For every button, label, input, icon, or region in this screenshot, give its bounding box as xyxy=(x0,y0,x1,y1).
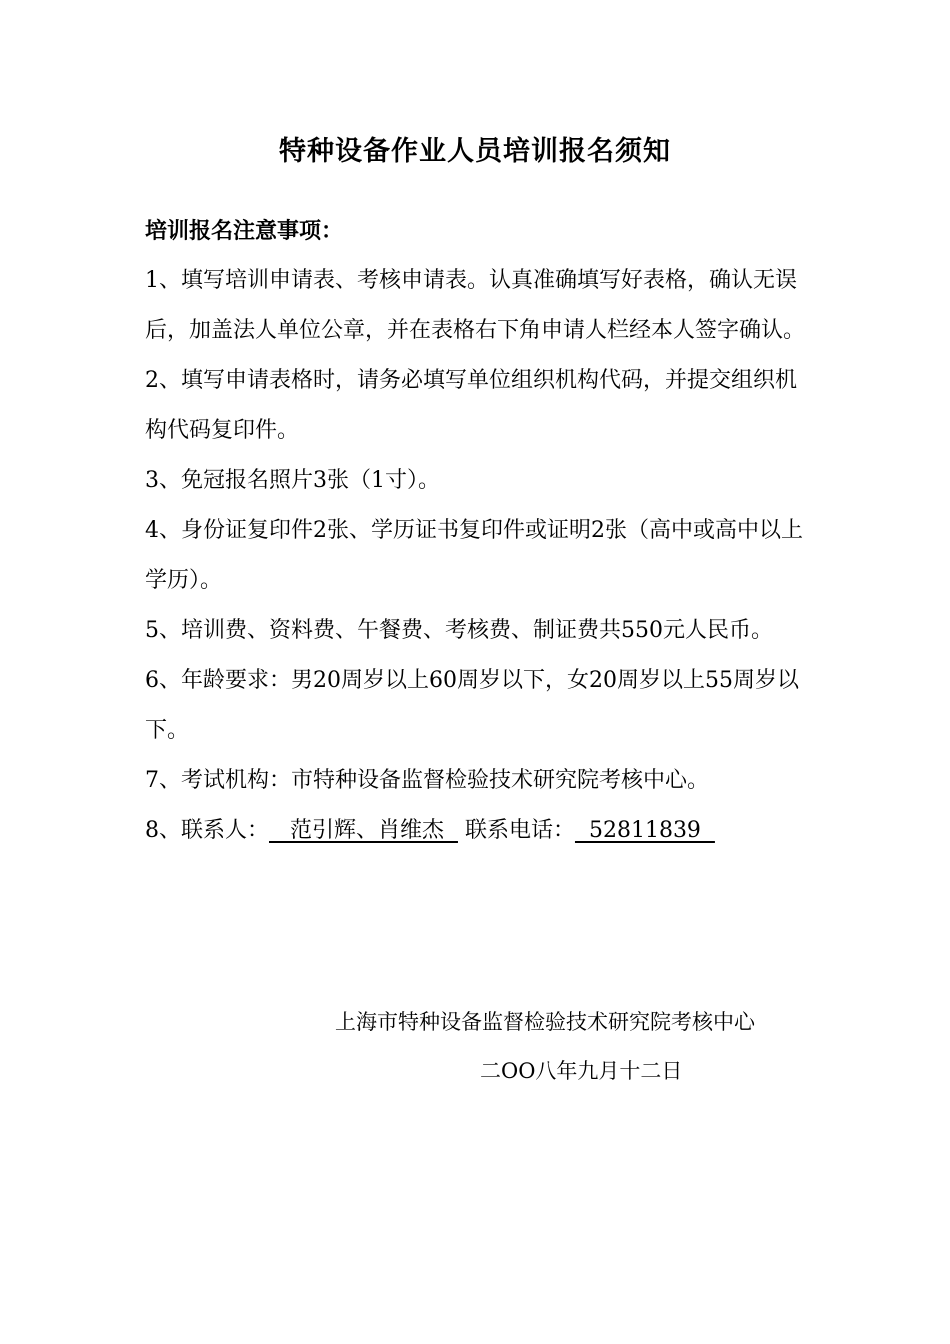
item-6: 6、年龄要求：男20周岁以上60周岁以下，女20周岁以上55周岁以下。 xyxy=(145,668,799,743)
item-3: 3、免冠报名照片3张（1寸）。 xyxy=(145,468,440,493)
item-8-contact xyxy=(145,806,817,856)
contact-phone: 52811839 xyxy=(574,818,715,843)
document-title: 特种设备作业人员培训报名须知 xyxy=(279,136,671,167)
item-7: 7、考试机构：市特种设备监督检验技术研究院考核中心。 xyxy=(145,768,709,793)
section-heading: 培训报名注意事项： xyxy=(145,218,344,244)
item-1: 1、填写培训申请表、考核申请表。认真准确填写好表格，确认无误后，加盖法人单位公章，并在表格右下角申请人栏经本人签字确认。 xyxy=(145,268,806,343)
item-5: 5、培训费、资料费、午餐费、考核费、制证费共550元人民币。 xyxy=(145,618,773,643)
signature-date: 二OO八年九月十二日 xyxy=(480,1059,683,1083)
contact-names: 范引辉、肖维杰 xyxy=(269,818,458,843)
signature-organization: 上海市特种设备监督检验技术研究院考核中心 xyxy=(335,1010,755,1034)
item-4: 4、身份证复印件2张、学历证书复印件或证明2张（高中或高中以上学历）。 xyxy=(145,518,803,593)
document-body xyxy=(145,206,817,856)
contact-prefix: 8、联系人： xyxy=(145,818,269,843)
contact-phone-label: 联系电话： xyxy=(457,818,575,843)
item-2: 2、填写申请表格时，请务必填写单位组织机构代码，并提交组织机构代码复印件。 xyxy=(145,368,797,443)
